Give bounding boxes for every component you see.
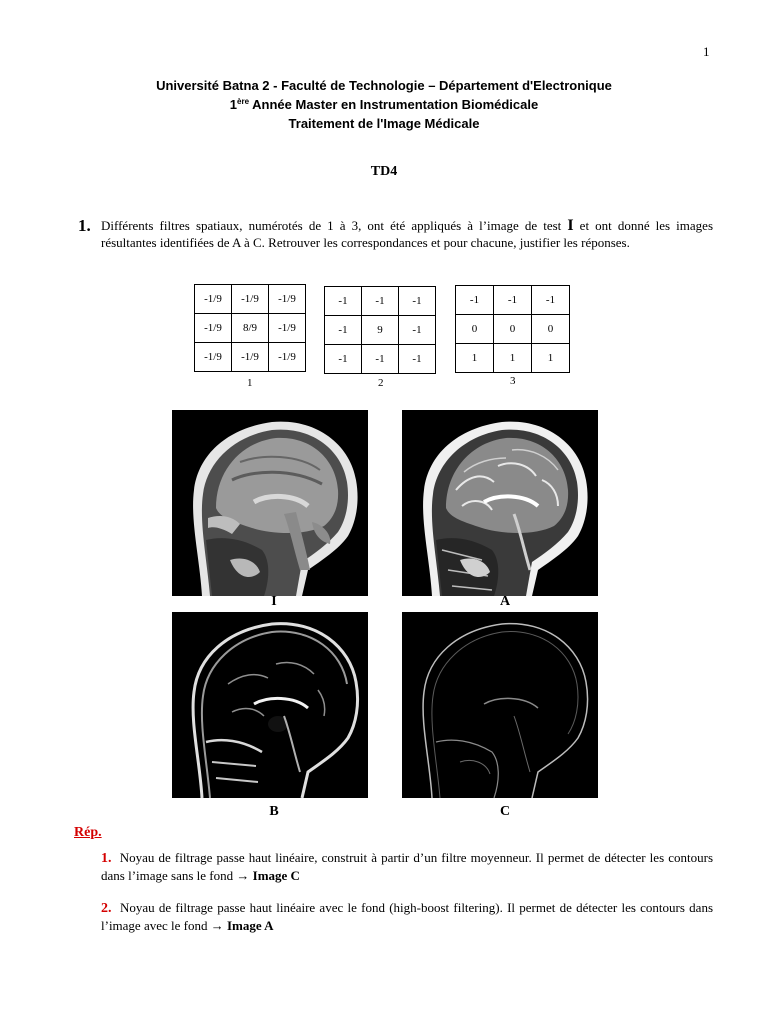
kernel-cell: -1/9 [232,285,269,314]
kernel-cell: -1 [399,345,436,374]
kernel-cell: -1/9 [232,343,269,372]
answer-arrow: → [210,918,224,933]
kernel-table-2 [324,286,436,374]
answer-number: 1. [101,851,112,866]
kernel-cell: -1/9 [269,285,306,314]
mri-image-c [402,612,598,798]
kernel-cell: -1 [494,286,532,315]
kernel-cell: -1 [399,316,436,345]
image-label-I: I [271,594,277,609]
kernel-cell: -1 [362,345,399,374]
answer-result: Image C [252,868,300,883]
page-number: 1 [703,44,710,59]
mri-image-a [402,410,598,596]
kernel-table-3 [455,285,570,373]
image-label-A: A [499,594,511,609]
question-number: 1. [78,216,91,235]
kernel-cell: 0 [456,315,494,344]
kernel-cell: -1 [456,286,494,315]
kernel-cell: -1 [399,287,436,316]
kernel-cell: 1 [456,344,494,373]
kernel-cell: -1 [362,287,399,316]
header-course: Traitement de l'Image Médicale [288,116,480,131]
kernel-cell: -1/9 [195,285,232,314]
kernel-cell: 1 [532,344,570,373]
question-text: Différents filtres spatiaux, numérotés de 1 à 3, ont été appliqués à l’image de test I et ont donné les images résultantes identifiées de A à C. Retrouver les correspondances et pour chacune, justifier les réponses. [101,217,714,250]
header-university: Université Batna 2 - Faculté de Technologie – Département d'Electronique [156,78,612,93]
image-label-C: C [499,804,511,819]
header-program: 1ère Année Master en Instrumentation Biomédicale [229,97,539,112]
kernel-cell: 1 [494,344,532,373]
kernel-cell: -1/9 [269,314,306,343]
kernel-label-1: 1 [247,377,253,389]
kernel-cell: -1 [325,345,362,374]
reponse-label: Rép. [74,825,102,840]
answer-text: Noyau de filtrage passe haut linéaire avec le fond (high-boost filtering). Il permet de détecter les contours dans l’image avec le fond [101,900,714,933]
kernel-cell: -1 [325,287,362,316]
kernel-label-3: 3 [510,375,516,387]
answer-2 [101,899,713,934]
answer-1 [101,849,713,884]
kernel-cell: 8/9 [232,314,269,343]
kernel-cell: -1 [325,316,362,345]
kernel-cell: 0 [494,315,532,344]
answer-number: 2. [101,901,112,916]
kernel-cell: -1/9 [195,343,232,372]
answer-text: Noyau de filtrage passe haut linéaire, construit à partir d’un filtre moyenneur. Il permet de détecter les contours dans l’image sans le fond [101,850,714,883]
page-title: TD4 [370,164,398,179]
kernel-cell: 9 [362,316,399,345]
answer-arrow: → [236,868,250,883]
kernel-cell: -1/9 [195,314,232,343]
answer-result: Image A [226,918,274,933]
mri-image-b [172,612,368,798]
kernel-label-2: 2 [378,377,384,389]
mri-image-original [172,410,368,596]
kernel-cell: 0 [532,315,570,344]
kernel-table-1 [194,284,306,372]
kernel-cell: -1 [532,286,570,315]
image-label-B: B [269,804,279,819]
kernel-cell: -1/9 [269,343,306,372]
document-header [0,76,768,133]
